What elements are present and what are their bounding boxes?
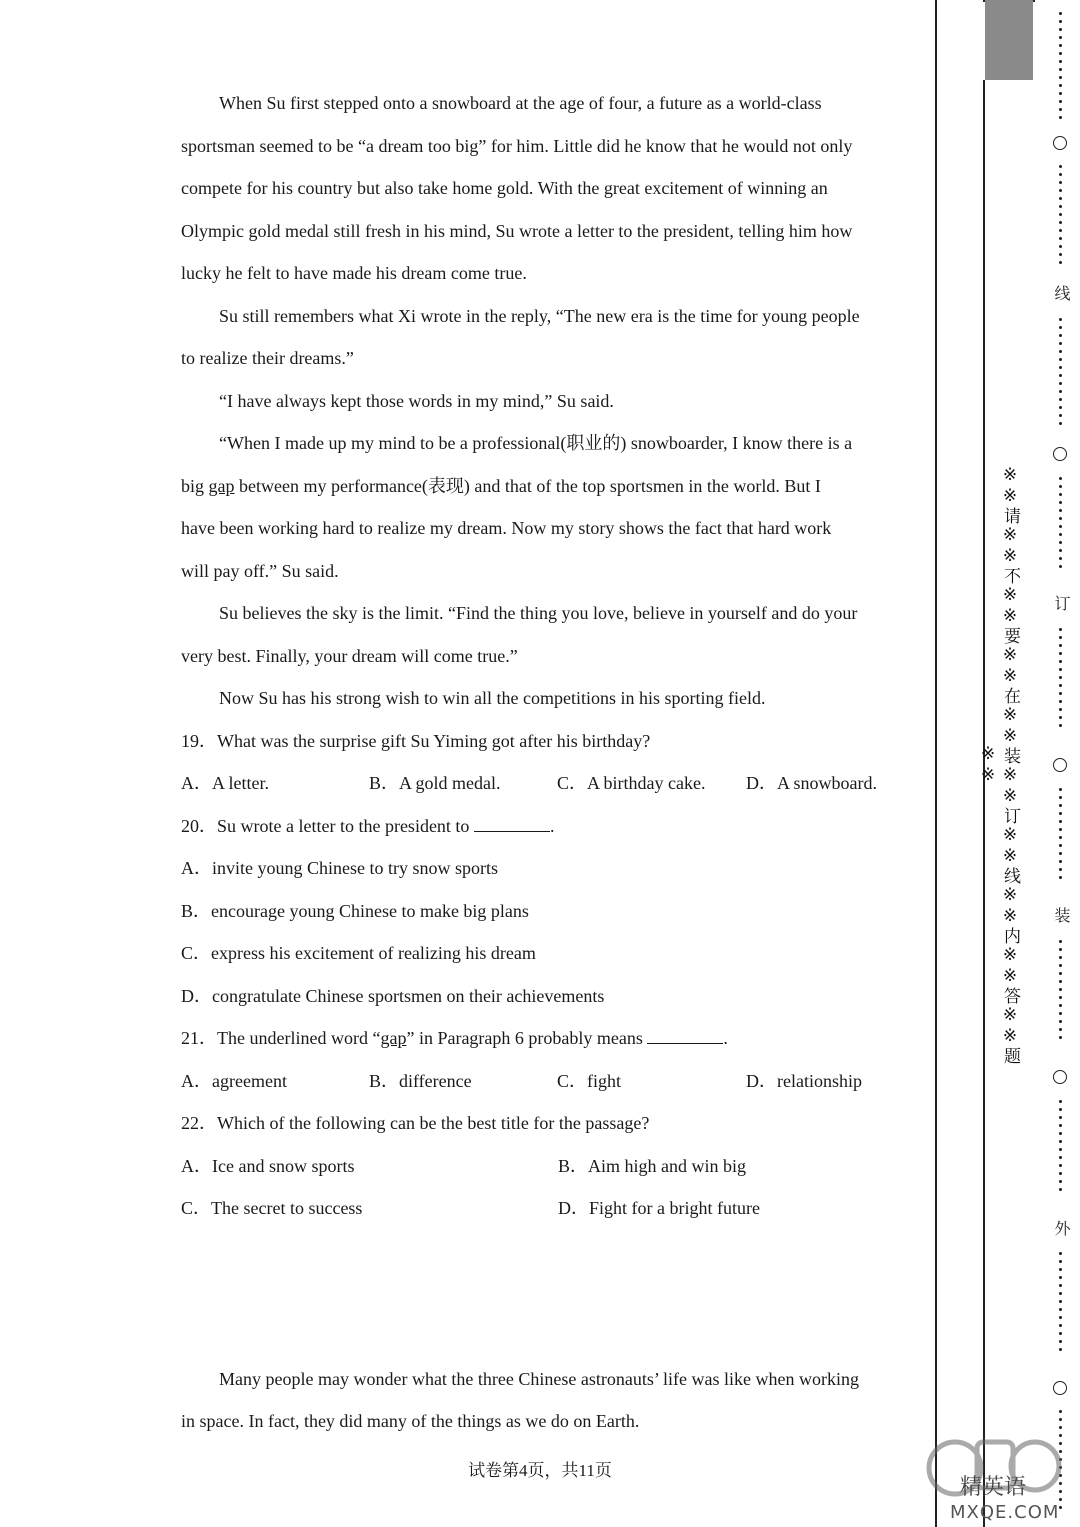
binding-mark-xian: 线 <box>1052 285 1071 301</box>
underlined-word-gap: gap <box>380 1028 407 1048</box>
passage-line: Now Su has his strong wish to win all the competitions in his sporting field. <box>219 688 766 708</box>
underlined-word-gap: gap <box>208 475 235 496</box>
binding-hole-icon <box>1053 1070 1067 1084</box>
question-20-stem <box>181 805 901 848</box>
option-b: B．Aim high and win big <box>558 1155 746 1176</box>
question-21-options <box>181 1060 901 1103</box>
passage-line: will pay off.” Su said. <box>181 560 339 581</box>
passage-line: to realize their dreams.” <box>181 348 354 368</box>
option-d: D．A snowboard. <box>746 773 877 793</box>
question-21-stem <box>181 1017 901 1060</box>
text-span: . <box>723 1028 728 1048</box>
passage-line: “I have always kept those words in my mind,” Su said. <box>219 390 614 411</box>
passage-line: compete for his country but also take home gold. With the great excitement of winning an <box>181 178 828 198</box>
answer-blank <box>647 1029 723 1044</box>
question-22-options-row1 <box>181 1145 901 1188</box>
page-footer: 试卷第4页，共11页 <box>468 1461 612 1480</box>
dotted-segment <box>1057 628 1063 732</box>
option-d: D．Fight for a bright future <box>558 1198 760 1218</box>
passage-line: “When I made up my mind to be a professional(职业的) snowboarder, I know there is a <box>219 433 853 453</box>
watermark-text: 精英语 <box>960 1475 1027 1500</box>
question-19-stem: 19．What was the surprise gift Su Yiming got after his birthday? <box>181 730 651 751</box>
text-span: ” in Paragraph 6 probably means <box>406 1028 648 1048</box>
dotted-segment <box>1057 477 1063 573</box>
option-b: B．A gold medal. <box>369 773 501 793</box>
passage-line: in space. In fact, they did many of the things as we do on Earth. <box>181 1411 640 1431</box>
option-b: B．encourage young Chinese to make big plans <box>181 900 529 921</box>
option-c: C．express his excitement of realizing his dream <box>181 943 536 963</box>
text-span: . <box>549 815 555 836</box>
dotted-segment <box>1057 940 1063 1044</box>
option-a: A．agreement <box>181 1070 287 1091</box>
option-a: A．Ice and snow sports <box>181 1155 355 1176</box>
text-span: 21．The underlined word “ <box>181 1028 381 1048</box>
dotted-segment <box>1057 318 1063 430</box>
watermark-url: MXQE.COM <box>950 1502 1060 1523</box>
option-a: A．A letter. <box>181 773 269 793</box>
dotted-segment <box>1057 1100 1063 1196</box>
option-c: C．fight <box>557 1070 622 1091</box>
option-c: C．A birthday cake. <box>557 773 706 793</box>
binding-gray-block <box>985 0 1033 80</box>
passage-line: lucky he felt to have made his dream come true. <box>181 263 527 283</box>
option-d: D．congratulate Chinese sportsmen on their achievements <box>181 985 605 1006</box>
passage-line: Many people may wonder what the three Chinese astronauts’ life was like when working <box>219 1368 859 1389</box>
dotted-segment <box>1057 788 1063 884</box>
question-19-options <box>181 762 901 805</box>
binding-hole-icon <box>1053 1381 1067 1395</box>
binding-border-line <box>935 0 937 1527</box>
passage-line: When Su first stepped onto a snowboard at the age of four, a future as a world-class <box>219 93 822 113</box>
option-c: C．The secret to success <box>181 1198 363 1218</box>
dotted-segment <box>1057 12 1063 124</box>
passage-line: Su believes the sky is the limit. “Find the thing you love, believe in yourself and do your <box>219 603 858 623</box>
dotted-segment <box>1057 165 1063 269</box>
binding-inner-line <box>983 80 985 1527</box>
binding-mark-ding: 订 <box>1052 595 1071 611</box>
passage-line: very best. Finally, your dream will come true.” <box>181 645 518 666</box>
question-22-stem: 22．Which of the following can be the best title for the passage? <box>181 1113 650 1133</box>
binding-hole-icon <box>1053 447 1067 461</box>
binding-mark-zhuang: 装 <box>1052 907 1071 923</box>
passage-line: have been working hard to realize my dream. Now my story shows the fact that hard work <box>181 518 832 538</box>
passage-line: Olympic gold medal still fresh in his mind, Su wrote a letter to the president, telling him how <box>181 220 853 241</box>
binding-hole-icon <box>1053 758 1067 772</box>
passage-line: sportsman seemed to be “a dream too big” for him. Little did he know that he would not only <box>181 135 853 156</box>
text-span: 20．Su wrote a letter to the president to <box>181 815 474 836</box>
binding-hole-icon <box>1053 136 1067 150</box>
text-span: big <box>181 475 209 496</box>
text-span: between my performance(表现) and that of the top sportsmen in the world. But I <box>234 475 821 496</box>
option-a: A．invite young Chinese to try snow sports <box>181 858 498 878</box>
binding-mark-wai: 外 <box>1052 1220 1071 1236</box>
dotted-segment <box>1057 1252 1063 1356</box>
question-22-options-row2 <box>181 1187 901 1230</box>
answer-blank <box>474 817 550 832</box>
option-b: B．difference <box>369 1070 472 1091</box>
spacer <box>181 1230 901 1358</box>
option-d: D．relationship <box>746 1070 862 1091</box>
binding-warning-text: ※※请※※不※※要※※在※※装※※订※※线※※内※※答※※题※※ <box>978 465 1020 1065</box>
passage-line: Su still remembers what Xi wrote in the reply, “The new era is the time for young people <box>219 305 860 326</box>
exam-content <box>181 82 901 1443</box>
passage-line <box>181 465 901 508</box>
